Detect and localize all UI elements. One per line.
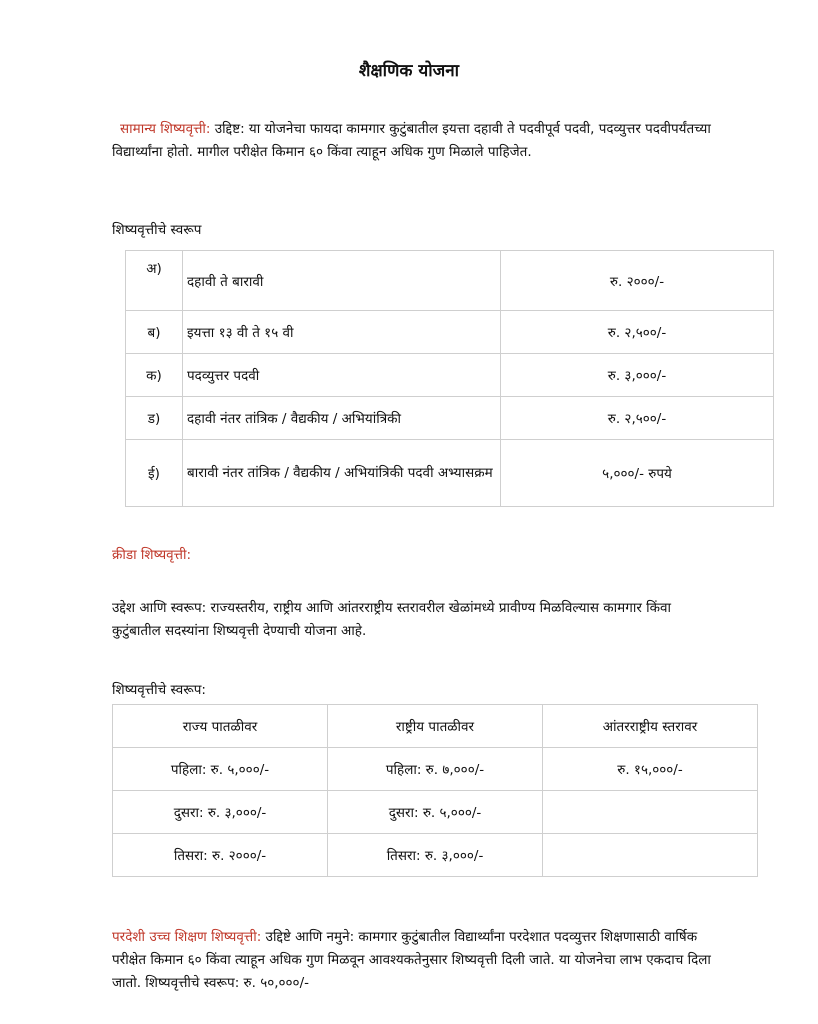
general-scholarship-paragraph <box>112 118 712 164</box>
row-course: पदव्युत्तर पदवी <box>183 354 501 397</box>
general-scholarship-heading: सामान्य शिष्यवृत्ती: <box>120 121 211 137</box>
table-row <box>126 440 774 507</box>
abroad-scholarship-text: उद्दिष्टे आणि नमुने: कामगार कुटुंबातील विद्यार्थ्यांना परदेशात पदव्युत्तर शिक्षणासाठी वार्षिक परीक्षेत किमान ६० किंवा त्याहून अधिक गुण मिळवून आवश्यकतेनुसार शिष्यवृत्ती दिली जाते. या योजनेचा लाभ एकदाच दिला जातो. शिष्यवृत्तीचे स्वरूप: रु. ५०,०००/- <box>112 929 711 991</box>
sports-table-label: शिष्यवृत्तीचे स्वरूप: <box>112 682 206 698</box>
row-course: दहावी ते बारावी <box>183 251 501 311</box>
table-cell: रु. १५,०००/- <box>543 748 758 791</box>
column-header: आंतरराष्ट्रीय स्तरावर <box>543 705 758 748</box>
general-scholarship-table <box>125 250 774 507</box>
general-table-label: शिष्यवृत्तीचे स्वरूप <box>112 222 202 238</box>
row-amount: रु. २०००/- <box>501 251 774 311</box>
row-mark: क) <box>126 354 183 397</box>
table-cell: पहिला: रु. ५,०००/- <box>113 748 328 791</box>
table-cell <box>543 834 758 877</box>
row-course: इयत्ता १३ वी ते १५ वी <box>183 311 501 354</box>
table-header-row <box>113 705 758 748</box>
column-header: राज्य पातळीवर <box>113 705 328 748</box>
sports-scholarship-text: उद्देश आणि स्वरूप: राज्यस्तरीय, राष्ट्रीय आणि आंतरराष्ट्रीय स्तरावरील खेळांमध्ये प्रावीण्य मिळविल्यास कामगार किंवा कुटुंबातील सदस्यांना शिष्यवृत्ती देण्याची योजना आहे. <box>112 600 672 639</box>
row-mark: ड) <box>126 397 183 440</box>
table-cell <box>543 791 758 834</box>
abroad-scholarship-heading: परदेशी उच्च शिक्षण शिष्यवृत्ती: <box>112 929 262 945</box>
row-course: दहावी नंतर तांत्रिक / वैद्यकीय / अभियांत्रिकी <box>183 397 501 440</box>
sports-scholarship-table <box>112 704 758 877</box>
table-row <box>126 311 774 354</box>
table-row <box>113 834 758 877</box>
row-mark: ब) <box>126 311 183 354</box>
table-row <box>126 397 774 440</box>
row-amount: रु. ३,०००/- <box>501 354 774 397</box>
table-cell: दुसरा: रु. ३,०००/- <box>113 791 328 834</box>
table-row <box>126 354 774 397</box>
table-cell: दुसरा: रु. ५,०००/- <box>328 791 543 834</box>
sports-scholarship-heading: क्रीडा शिष्यवृत्ती: <box>112 547 192 563</box>
table-cell: तिसरा: रु. ३,०००/- <box>328 834 543 877</box>
general-scholarship-text: उद्दिष्ट: या योजनेचा फायदा कामगार कुटुंबातील इयत्ता दहावी ते पदवीपूर्व पदवी, पदव्युत्तर पदवीपर्यंतच्या विद्यार्थ्यांना होतो. मागील परीक्षेत किमान ६० किंवा त्याहून अधिक गुण मिळाले पाहिजेत. <box>112 121 711 160</box>
table-row <box>113 791 758 834</box>
row-mark: अ) <box>126 251 183 311</box>
table-row <box>126 251 774 311</box>
table-cell: पहिला: रु. ७,०००/- <box>328 748 543 791</box>
table-row <box>113 748 758 791</box>
row-mark: ई) <box>126 440 183 507</box>
row-amount: रु. २,५००/- <box>501 397 774 440</box>
page-title: शैक्षणिक योजना <box>358 61 460 81</box>
table-cell: तिसरा: रु. २०००/- <box>113 834 328 877</box>
column-header: राष्ट्रीय पातळीवर <box>328 705 543 748</box>
row-course: बारावी नंतर तांत्रिक / वैद्यकीय / अभियांत्रिकी पदवी अभ्यासक्रम <box>183 440 501 507</box>
abroad-scholarship-paragraph <box>112 926 712 995</box>
row-amount: रु. २,५००/- <box>501 311 774 354</box>
row-amount: ५,०००/- रुपये <box>501 440 774 507</box>
